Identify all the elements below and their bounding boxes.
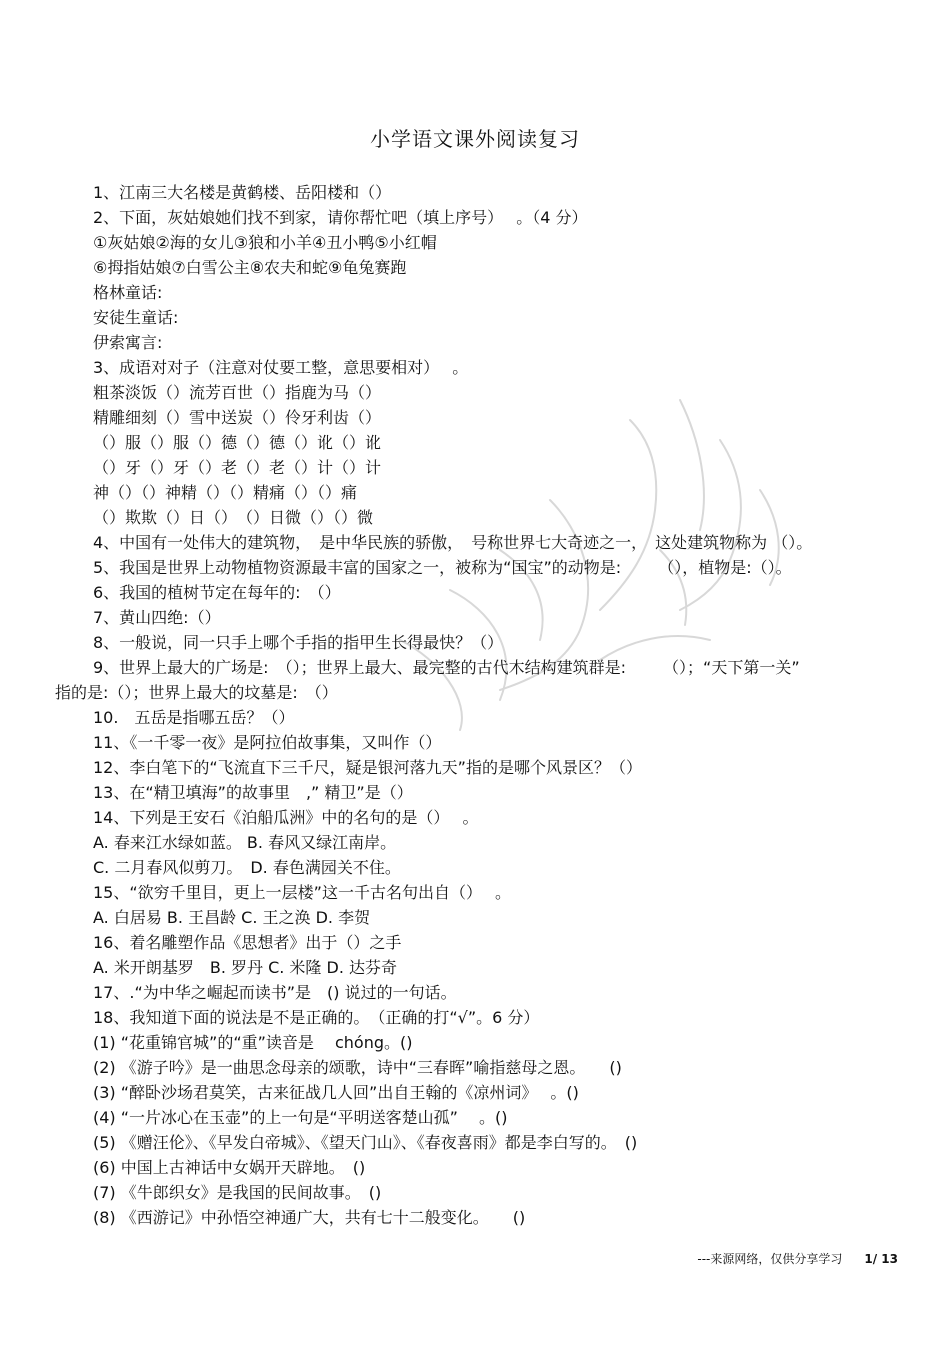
- question-line: 12、李白笔下的“飞流直下三千尺，疑是银河落九天”指的是哪个风景区？（）: [93, 758, 642, 777]
- idiom-line: 神（）（）神精（）（）精痛（）（）痛: [93, 483, 358, 502]
- question-line: 16、着名雕塑作品《思想者》出于（）之手: [93, 933, 402, 952]
- true-false-line: (3) “醉卧沙场君莫笑，古来征战几人回”出自王翰的《凉州词》 。(): [93, 1083, 579, 1102]
- question-line: 5、我国是世界上动物植物资源最丰富的国家之一，被称为“国宝”的动物是: （），植物是:（）。: [93, 558, 792, 577]
- question-line: 9、世界上最大的广场是: （）；世界上最大、最完整的古代木结构建筑群是: （）；“天下第一关”: [93, 658, 800, 677]
- true-false-line: (7) 《牛郎织女》是我国的民间故事。 (): [93, 1183, 382, 1202]
- true-false-line: (2) 《游子吟》是一曲思念母亲的颂歌，诗中“三春晖”喻指慈母之恩。 (): [93, 1058, 622, 1077]
- idiom-line: 精雕细刻（）雪中送炭（）伶牙利齿（）: [93, 408, 382, 427]
- true-false-line: (6) 中国上古神话中女娲开天辟地。 (): [93, 1158, 366, 1177]
- idiom-line: （）服（）服（）德（）德（）讹（）讹: [93, 433, 382, 452]
- question-line: 4、中国有一处伟大的建筑物， 是中华民族的骄傲， 号称世界七大奇迹之一， 这处建筑物称为 （）。: [93, 533, 813, 552]
- true-false-line: (1) “花重锦官城”的“重”读音是 chóng。(): [93, 1033, 413, 1052]
- choice-line: A. 米开朗基罗 B. 罗丹 C. 米隆 D. 达芬奇: [93, 958, 397, 977]
- answer-line: 安徒生童话:: [93, 308, 179, 327]
- question-line: 13、在“精卫填海”的故事里 ,” 精卫”是（）: [93, 783, 413, 802]
- question-line: 18、我知道下面的说法是不是正确的。 （正确的打“√”。6 分）: [93, 1008, 540, 1027]
- question-line: 11、《一千零一夜》是阿拉伯故事集，又叫作（）: [93, 733, 442, 752]
- idiom-line: （）欺欺（）日（） （）日微（）（）微: [93, 508, 374, 527]
- question-line: 3、成语对对子（注意对仗要工整，意思要相对） 。: [93, 358, 469, 377]
- option-line: ⑥拇指姑娘⑦白雪公主⑧农夫和蛇⑨龟兔赛跑: [93, 258, 407, 277]
- choice-line: A. 白居易 B. 王昌龄 C. 王之涣 D. 李贺: [93, 908, 371, 927]
- question-line: 6、我国的植树节定在每年的: （）: [93, 583, 341, 602]
- true-false-line: (5) 《赠汪伦》、《早发白帝城》、《望天门山》、《春夜喜雨》都是李白写的。 (): [93, 1133, 638, 1152]
- page-footer: [697, 1250, 898, 1267]
- option-line: ①灰姑娘②海的女儿③狼和小羊④丑小鸭⑤小红帽: [93, 233, 437, 252]
- question-line: 7、黄山四绝:（）: [93, 608, 221, 627]
- answer-line: 格林童话:: [93, 283, 163, 302]
- question-line: 1、江南三大名楼是黄鹤楼、岳阳楼和（）: [93, 183, 392, 202]
- question-line: 8、一般说，同一只手上哪个手指的指甲生长得最快？（）: [93, 633, 504, 652]
- footer-source: ---来源网络，仅供分享学习: [697, 1252, 843, 1266]
- question-line: 2、下面，灰姑娘她们找不到家，请你帮忙吧（填上序号） 。（4 分）: [93, 208, 588, 227]
- true-false-line: (4) “一片冰心在玉壶”的上一句是“平明送客楚山孤” 。(): [93, 1108, 508, 1127]
- question-line: 15、“欲穷千里目，更上一层楼”这一千古名句出自（） 。: [93, 883, 512, 902]
- choice-line: A. 春来江水绿如蓝。 B. 春风又绿江南岸。: [93, 833, 397, 852]
- true-false-line: (8) 《西游记》中孙悟空神通广大，共有七十二般变化。 (): [93, 1208, 526, 1227]
- question-line: 10. 五岳是指哪五岳？（）: [93, 708, 295, 727]
- question-line: 14、下列是王安石《泊船瓜洲》中的名句的是（） 。: [93, 808, 479, 827]
- idiom-line: （）牙（）牙（）老（）老（）计（）计: [93, 458, 382, 477]
- idiom-line: 粗茶淡饭（）流芳百世（）指鹿为马（）: [93, 383, 382, 402]
- question-line: 17、.“为中华之崛起而读书”是 () 说过的一句话。: [93, 983, 457, 1002]
- document-title: 小学语文课外阅读复习: [370, 127, 580, 151]
- question-line: 指的是:（）；世界上最大的坟墓是: （）: [55, 683, 338, 702]
- choice-line: C. 二月春风似剪刀。 D. 春色满园关不住。: [93, 858, 401, 877]
- page-number: 1/ 13: [864, 1252, 898, 1266]
- answer-line: 伊索寓言:: [93, 333, 163, 352]
